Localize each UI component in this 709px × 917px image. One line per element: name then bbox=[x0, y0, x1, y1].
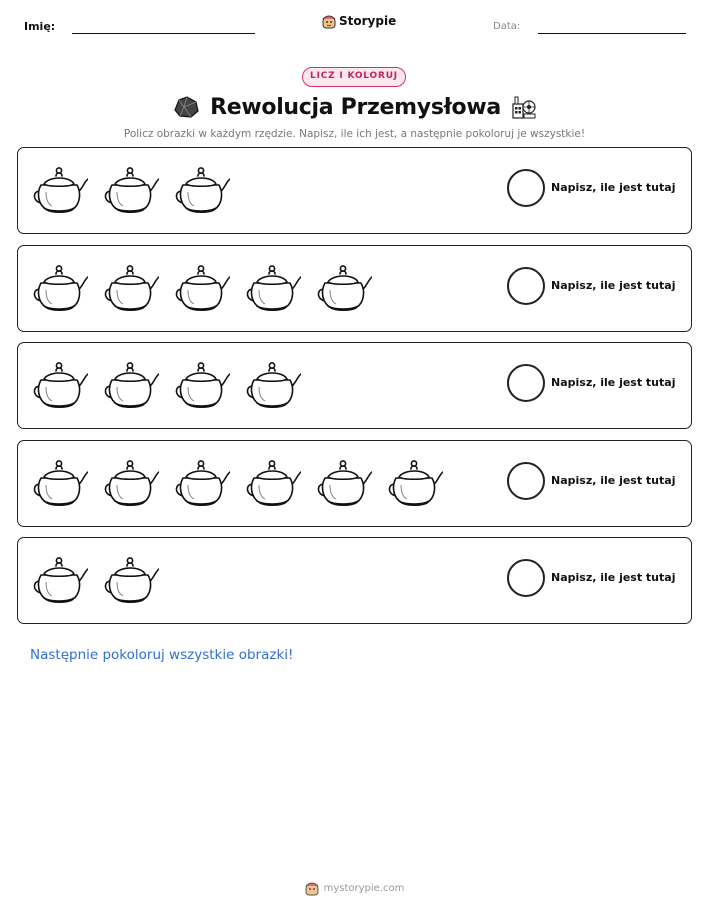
answer-circle[interactable] bbox=[507, 169, 545, 207]
brand-name: Storypie bbox=[339, 14, 397, 28]
date-write-line bbox=[538, 33, 686, 34]
name-label: Imię: bbox=[24, 20, 56, 33]
pictures-group bbox=[30, 260, 372, 312]
instructions: Policz obrazki w każdym rzędzie. Napisz, ile ich jest, a następnie pokoloruj je wszystkie! bbox=[123, 128, 586, 140]
teapot-icon bbox=[314, 260, 372, 312]
footer-site: mystorypie.com bbox=[323, 882, 405, 894]
name-write-line bbox=[72, 33, 255, 34]
teapot-icon bbox=[172, 260, 230, 312]
answer-circle[interactable] bbox=[507, 267, 545, 305]
teapot-icon bbox=[30, 162, 88, 214]
date-label: Data: bbox=[493, 21, 521, 32]
pictures-group bbox=[30, 162, 230, 214]
teapot-icon bbox=[30, 552, 88, 604]
counting-row bbox=[17, 537, 692, 624]
teapot-icon bbox=[101, 455, 159, 507]
brand-logo bbox=[322, 13, 396, 29]
teapot-icon bbox=[101, 552, 159, 604]
worksheet-header bbox=[0, 0, 709, 50]
answer-prompt: Napisz, ile jest tutaj bbox=[551, 181, 676, 194]
answer-prompt: Napisz, ile jest tutaj bbox=[551, 571, 676, 584]
factory-icon bbox=[511, 94, 537, 120]
footer-instruction: Następnie pokoloruj wszystkie obrazki! bbox=[30, 647, 294, 663]
teapot-icon bbox=[243, 455, 301, 507]
answer-circle[interactable] bbox=[507, 559, 545, 597]
teapot-icon bbox=[172, 357, 230, 409]
teapot-icon bbox=[172, 162, 230, 214]
teapot-icon bbox=[101, 357, 159, 409]
answer-prompt: Napisz, ile jest tutaj bbox=[551, 278, 676, 292]
teapot-icon bbox=[385, 455, 443, 507]
counting-row bbox=[17, 342, 692, 429]
storypie-mascot-icon bbox=[322, 13, 336, 29]
title-row bbox=[0, 90, 709, 124]
teapot-icon bbox=[314, 455, 372, 507]
teapot-icon bbox=[30, 357, 88, 409]
answer-circle[interactable] bbox=[507, 364, 545, 402]
counting-row bbox=[17, 245, 692, 332]
activity-badge: LICZ I KOLORUJ bbox=[302, 67, 406, 87]
pictures-group bbox=[30, 357, 301, 409]
storypie-mascot-icon bbox=[305, 880, 319, 896]
answer-prompt: Napisz, ile jest tutaj bbox=[551, 473, 676, 487]
counting-row bbox=[17, 440, 692, 527]
answer-circle[interactable] bbox=[507, 462, 545, 500]
teapot-icon bbox=[101, 260, 159, 312]
pictures-group bbox=[30, 552, 159, 604]
teapot-icon bbox=[243, 357, 301, 409]
answer-prompt: Napisz, ile jest tutaj bbox=[551, 376, 676, 389]
teapot-icon bbox=[30, 455, 88, 507]
coal-icon bbox=[172, 94, 200, 120]
page-title: Rewolucja Przemysłowa bbox=[210, 94, 501, 120]
teapot-icon bbox=[172, 455, 230, 507]
teapot-icon bbox=[101, 162, 159, 214]
counting-row bbox=[17, 147, 692, 234]
pictures-group bbox=[30, 455, 443, 507]
teapot-icon bbox=[243, 260, 301, 312]
footer bbox=[0, 880, 709, 896]
teapot-icon bbox=[30, 260, 88, 312]
